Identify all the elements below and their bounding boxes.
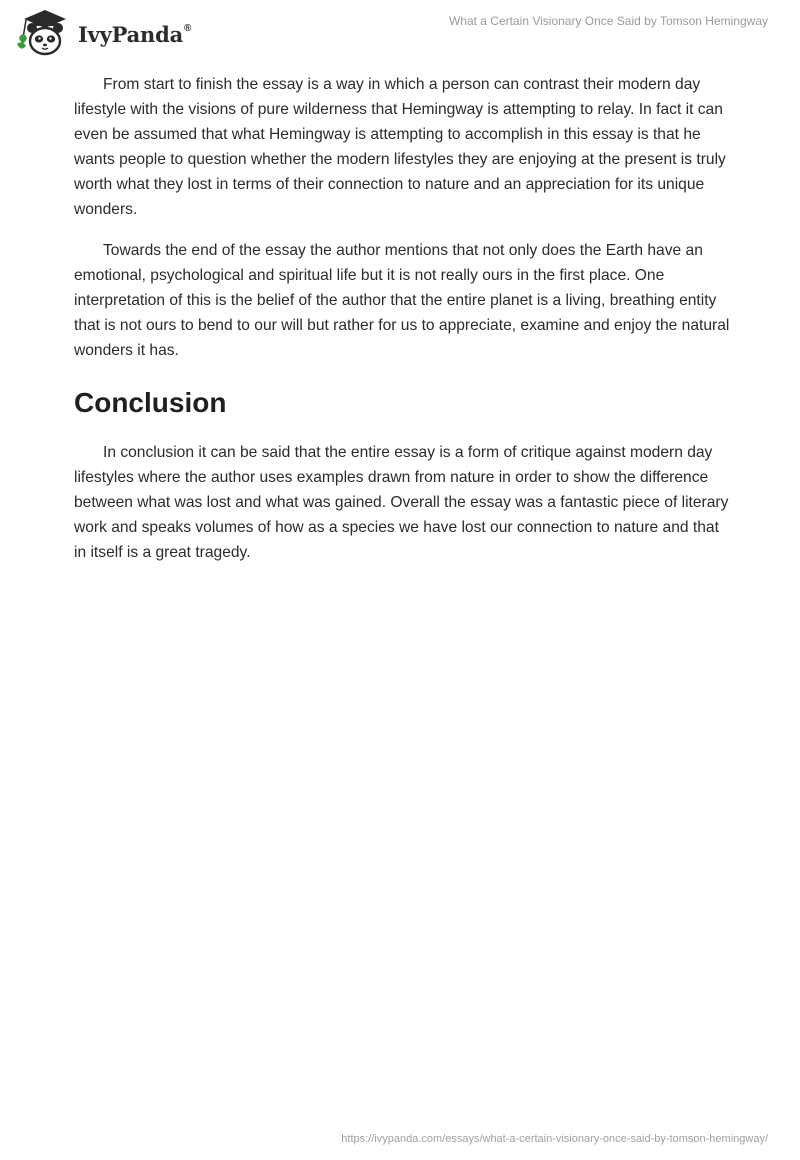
page-header [0,0,800,70]
conclusion-heading: Conclusion [74,387,227,418]
brand-name: IvyPanda® [78,21,192,47]
body-paragraph-1: From start to finish the essay is a way in which a person can contrast their modern day lifestyle with the visions of pure wilderness that Hemingway is attempting to relay. In fact it can even be assumed that what Hemingway is attempting to accomplish in this essay is that he wants people to question whether the modern lifestyles they are enjoying at the present is truly worth what they lost in terms of their connection to nature and an appreciation for its unique wonders. [74,76,726,218]
brand-logo[interactable] [14,8,191,58]
registered-mark: ® [184,22,192,34]
source-url-link[interactable]: https://ivypanda.com/essays/what-a-certain-visionary-once-said-by-tomson-hemingway/ [341,1133,768,1145]
panda-mascot-icon [14,8,76,58]
conclusion-paragraph: In conclusion it can be said that the entire essay is a form of critique against modern day lifestyles where the author uses examples drawn from nature in order to show the difference between what was lost and what was gained. Overall the essay was a fantastic piece of literary work and speaks volumes of how as a species we have lost our connection to nature and that in itself is a great tragedy. [74,444,729,561]
body-paragraph-2: Towards the end of the essay the author mentions that not only does the Earth have an emotional, psychological and spiritual life but it is not really ours in the first place. One interpretation of this is the belief of the author that the entire planet is a living, breathing entity that is not ours to bend to our will but rather for us to appreciate, examine and enjoy the natural wonders it has. [74,242,730,359]
document-title: What a Certain Visionary Once Said by Tomson Hemingway [448,14,768,28]
essay-body [74,72,730,581]
